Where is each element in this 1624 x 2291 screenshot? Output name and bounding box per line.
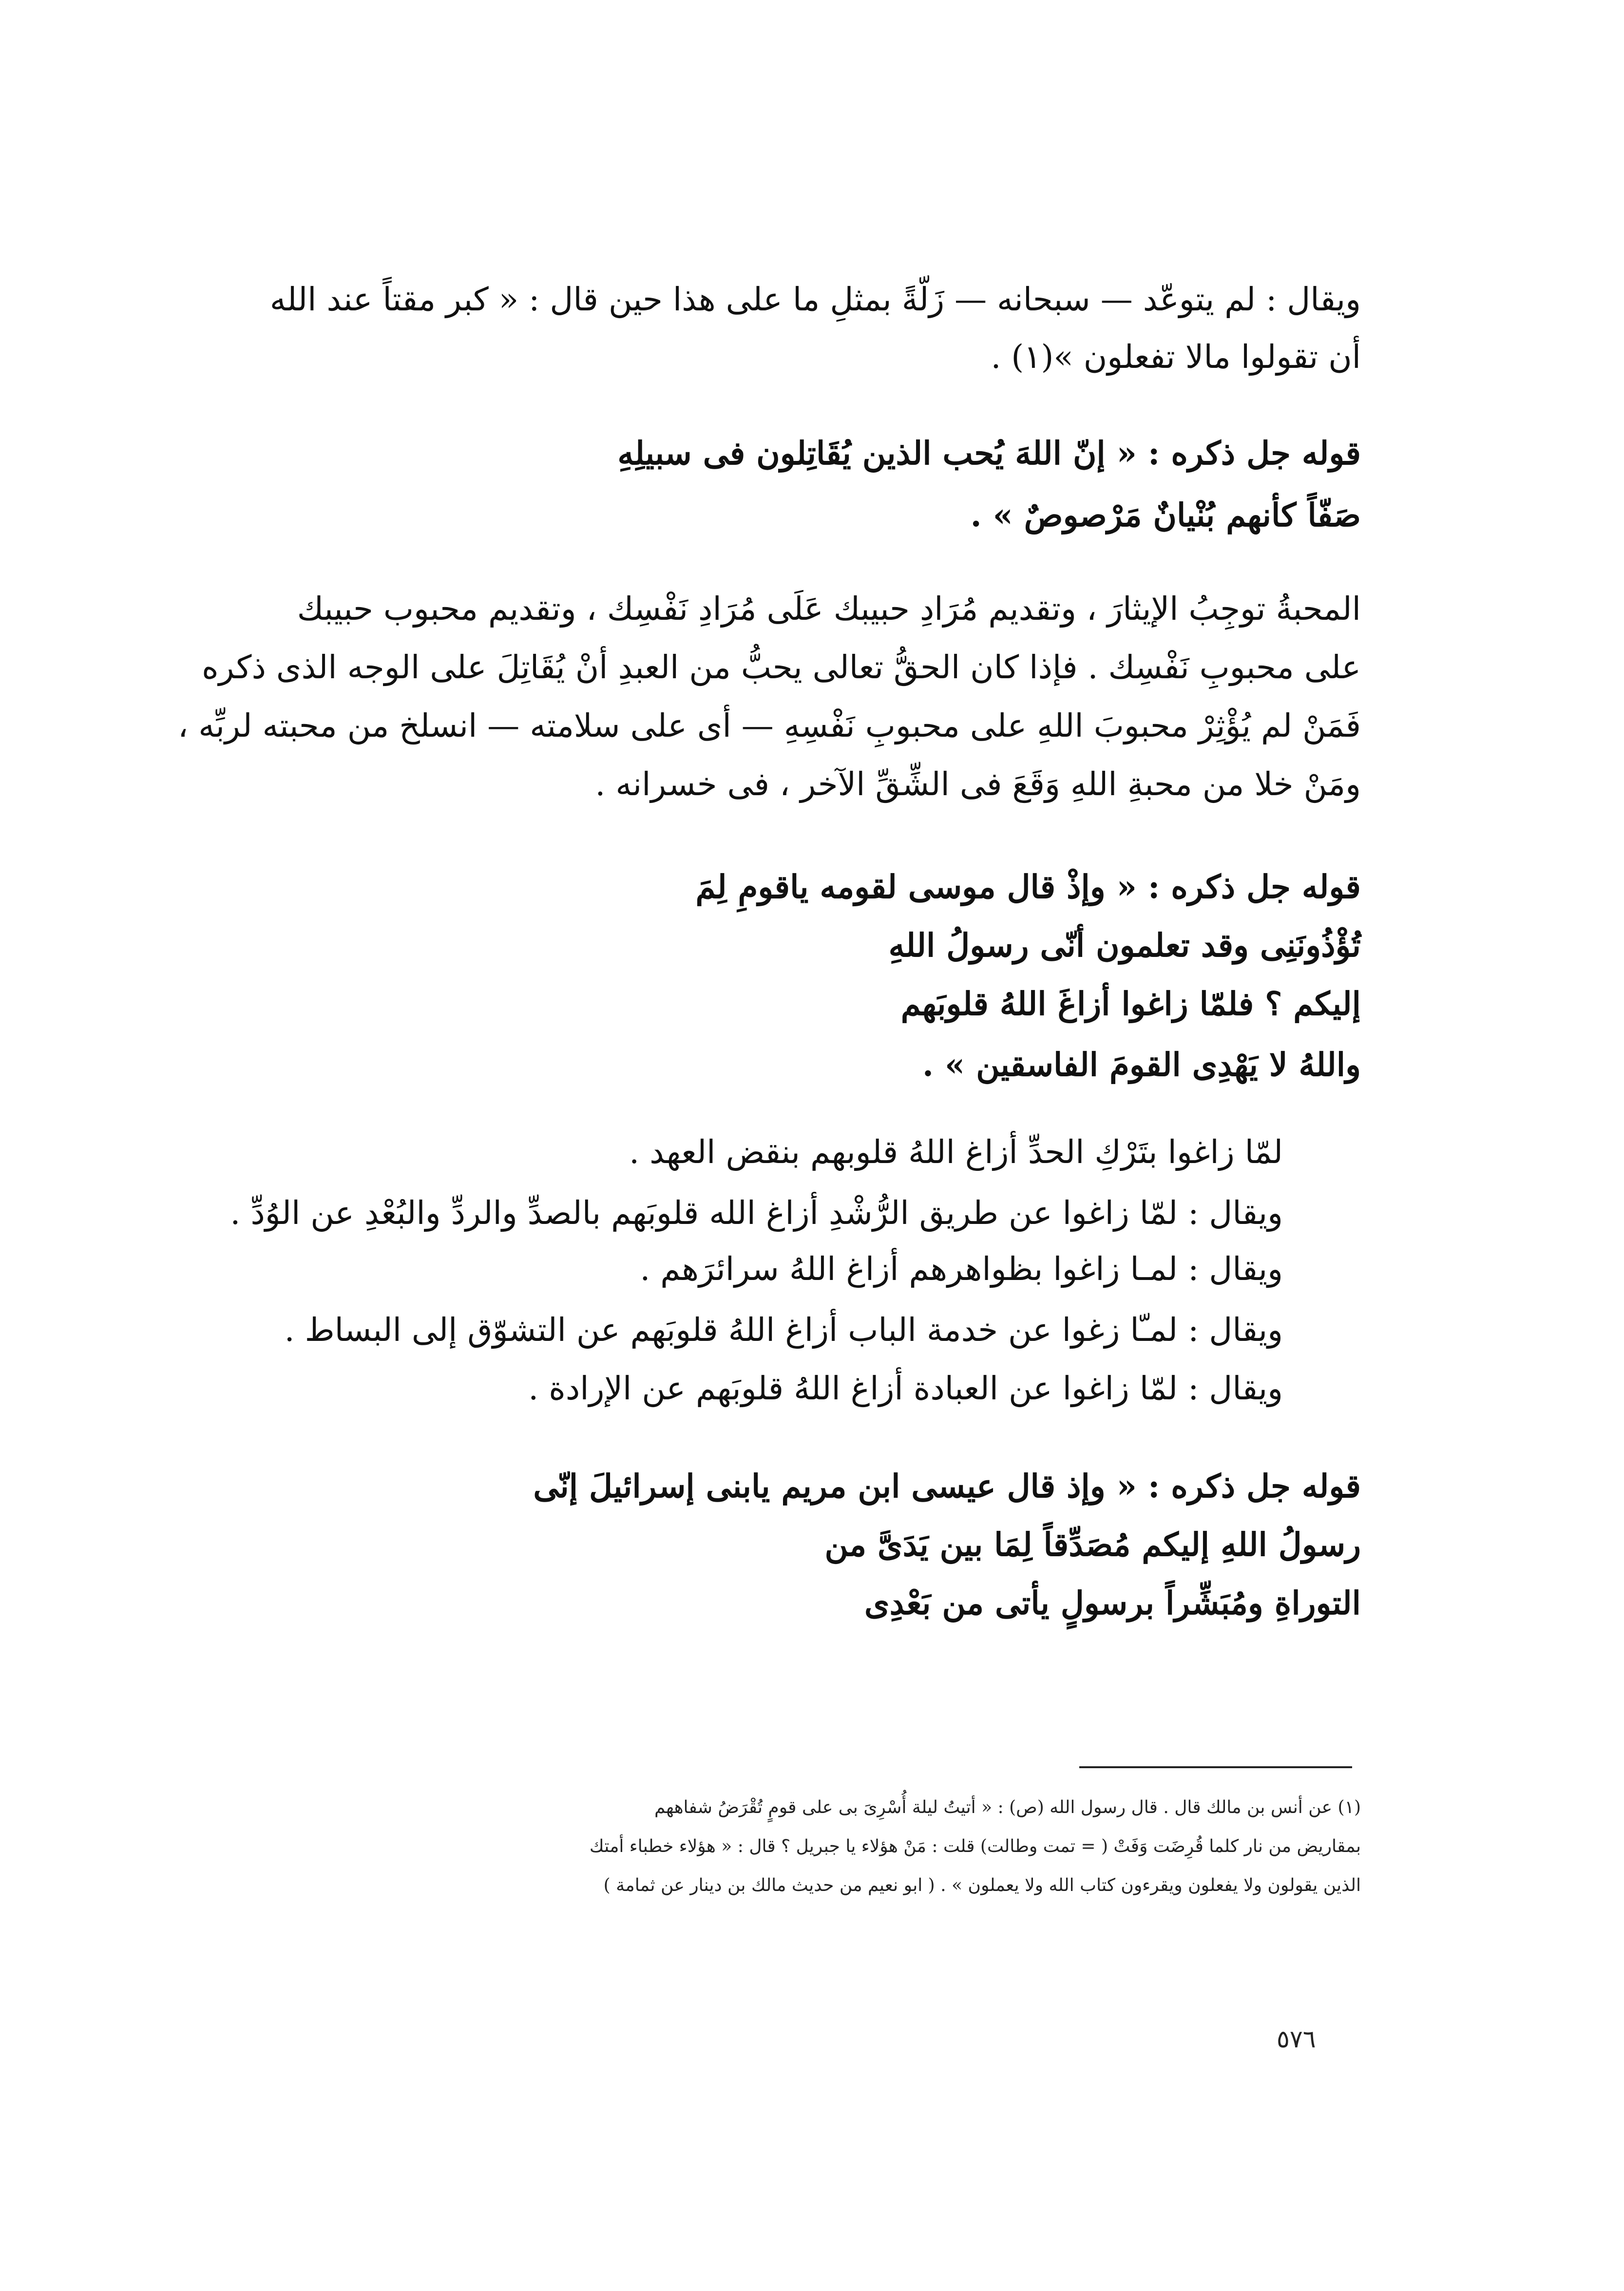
text-line: ويقال : لم يتوعّد — سبحانه — زَلّةً بمثلِ ما على هذا حين قال : « كبر مقتاً عند الله [269, 281, 1361, 318]
footnote-separator [1079, 1766, 1352, 1768]
text-line: ويقال : لمّا زاغوا عن طريق الرُّشْدِ أزاغ الله قلوبَهم بالصدِّ والردِّ والبُعْدِ عن الوُدِّ . [230, 1194, 1283, 1232]
text-line: ومَنْ خلا من محبةِ اللهِ وَقَعَ فى الشِّقِّ الآخر ، فى خسرانه . [595, 765, 1361, 803]
verse-line: التوراةِ ومُبَشِّراً برسولٍ يأتى من بَعْدِى [864, 1584, 1361, 1622]
text-line: ويقال : لمّا زاغوا عن العبادة أزاغ اللهُ قلوبَهم عن الإرادة . [528, 1370, 1283, 1407]
verse-line: إليكم ؟ فلمّا زاغوا أزاغَ اللهُ قلوبَهم [900, 985, 1361, 1023]
verse-line: قوله جل ذكره : « وإذ قال عيسى ابن مريم يابنى إسرائيلَ إنّى [533, 1467, 1361, 1505]
verse-line: قوله جل ذكره : « إنّ اللهَ يُحب الذين يُقَاتِلون فى سبيلِهِ [617, 434, 1361, 472]
verse-line: صَفّاً كأنهم بُنْيانٌ مَرْصوصٌ » . [970, 496, 1361, 534]
footnote-line: الذين يقولون ولا يفعلون ويقرءون كتاب الله ولا يعملون » . ( ابو نعيم من حديث مالك بن دينار عن ثمامة ) [603, 1875, 1361, 1895]
text-line: لمّا زاغوا بتَرْكِ الحدِّ أزاغ اللهُ قلوبهم بنقض العهد . [629, 1133, 1283, 1171]
footnote-line: بمقاريض من نار كلما قُرِضَت وَفَتْ ( = تمت وطالت) قلت : مَنْ هؤلاء يا جبريل ؟ قال : « هؤلاء خطباء أمتك [589, 1836, 1361, 1856]
text-line: المحبةُ توجِبُ الإيثارَ ، وتقديم مُرَادِ حبيبك عَلَى مُرَادِ نَفْسِك ، وتقديم محبوب حبيبك [297, 590, 1361, 628]
text-line: ويقال : لمـّا زغوا عن خدمة الباب أزاغ اللهُ قلوبَهم عن التشوّق إلى البساط . [284, 1311, 1283, 1349]
page-number: ٥٧٦ [1277, 2025, 1316, 2053]
verse-line: تُؤْذُونَنِى وقد تعلمون أنّى رسولُ اللهِ [888, 926, 1361, 964]
text-line: ويقال : لمـا زاغوا بظواهرهم أزاغ اللهُ سرائرَهم . [640, 1250, 1283, 1288]
verse-line: واللهُ لا يَهْدِى القومَ الفاسقين » . [922, 1046, 1361, 1084]
verse-line: قوله جل ذكره : « وإذْ قال موسى لقومه ياقومِ لِمَ [695, 868, 1361, 906]
text-line: فَمَنْ لم يُؤْثِرْ محبوبَ اللهِ على محبوبِ نَفْسِهِ — أى على سلامته — انسلخ من محبته لربِّه ، [178, 707, 1361, 745]
text-line: على محبوبِ نَفْسِك . فإذا كان الحقُّ تعالى يحبُّ من العبدِ أنْ يُقَاتِلَ على الوجه الذى ذكره [202, 649, 1361, 686]
text-line: أن تقولوا مالا تفعلون »(١) . [991, 338, 1361, 376]
verse-line: رسولُ اللهِ إليكم مُصَدِّقاً لِمَا بين يَدَىَّ من [824, 1526, 1361, 1564]
footnote-line: (١) عن أنس بن مالك قال . قال رسول الله (ص) : « أتيتُ ليلة أُسْرِىَ بى على قومٍ تُقْرَضُ شفاههم [654, 1797, 1361, 1817]
